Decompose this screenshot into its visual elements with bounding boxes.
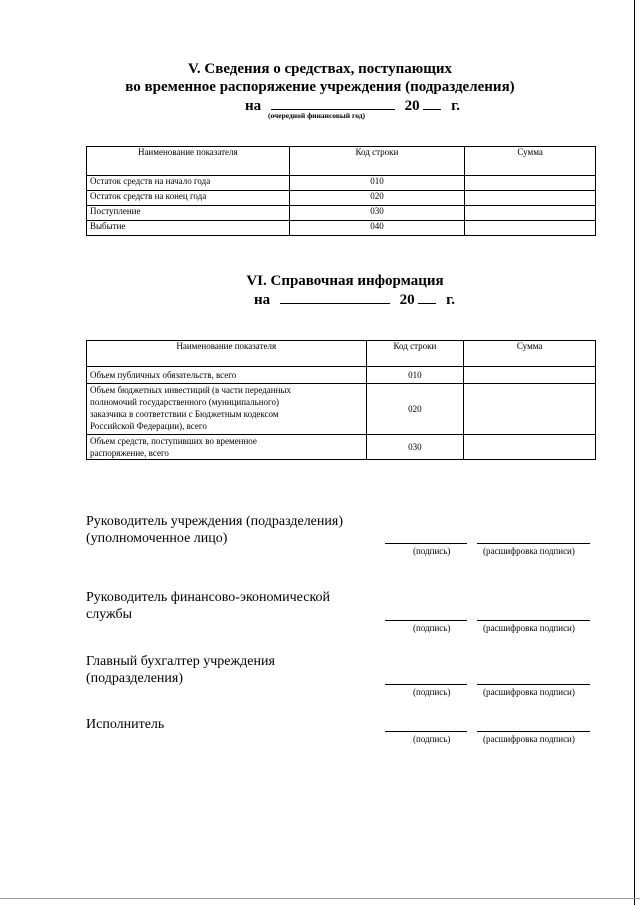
signature-decode-line[interactable] [477, 731, 590, 732]
section5-title-line2: во временное распоряжение учреждения (подразделения) [125, 79, 515, 95]
section5-header-sum: Сумма [465, 147, 596, 176]
table-row [87, 435, 596, 460]
row-name: Выбытие [87, 221, 290, 236]
table-row [87, 367, 596, 384]
signature-decode-line[interactable] [477, 543, 590, 544]
row-name: Остаток средств на начало года [87, 176, 290, 191]
signature-caption: (подпись) [413, 623, 451, 633]
table-row [87, 206, 596, 221]
section6-header-name: Наименование показателя [87, 341, 367, 367]
table-row [87, 191, 596, 206]
signature-line[interactable] [385, 543, 467, 544]
signature-caption: (подпись) [413, 687, 451, 697]
section5-table-header [87, 147, 596, 176]
signature-decode-caption: (расшифровка подписи) [483, 623, 575, 633]
row-code: 030 [289, 206, 465, 221]
section6-title: VI. Справочная информация [246, 273, 444, 289]
section6-year-blank[interactable] [418, 290, 436, 304]
row-code: 040 [289, 221, 465, 236]
section6-na: на [254, 292, 271, 308]
signature-title-line1: Исполнитель [86, 717, 165, 732]
section6-year-prefix: 20 [399, 292, 415, 308]
section5-title-line1: V. Сведения о средствах, поступающих [188, 61, 452, 77]
row-sum[interactable] [464, 384, 596, 435]
signature-decode-line[interactable] [477, 684, 590, 685]
signature-caption: (подпись) [413, 546, 451, 556]
section5-year-blank[interactable] [423, 96, 441, 110]
signature-decode-caption: (расшифровка подписи) [483, 687, 575, 697]
section6-table [86, 340, 596, 460]
signature-title-line1: Главный бухгалтер учреждения [86, 654, 275, 669]
section5-year-prefix: 20 [404, 98, 420, 114]
row-sum[interactable] [464, 435, 596, 460]
row-name: Остаток средств на конец года [87, 191, 290, 206]
row-code: 020 [366, 384, 464, 435]
row-sum[interactable] [465, 221, 596, 236]
row-name: Объем бюджетных инвестиций (в части переданных полномочий государственного (муниципального) заказчика в соответствии с Бюджетным кодексом Российской Федерации), всего [87, 384, 367, 435]
signature-decode-line[interactable] [477, 620, 590, 621]
row-sum[interactable] [465, 176, 596, 191]
row-code: 020 [289, 191, 465, 206]
section6-header-sum: Сумма [464, 341, 596, 367]
table-row [87, 384, 596, 435]
section6-table-header [87, 341, 596, 367]
row-code: 030 [366, 435, 464, 460]
section6-year-suffix: г. [446, 292, 456, 308]
section5-year-suffix: г. [451, 98, 461, 114]
signature-title-line2: службы [86, 607, 133, 622]
table-row [87, 176, 596, 191]
signature-line[interactable] [385, 620, 467, 621]
section5-na: на [245, 98, 262, 114]
section6-date-blank[interactable] [280, 290, 390, 304]
section5-table [86, 146, 596, 236]
signature-title-line2: (подразделения) [86, 671, 183, 686]
signature-decode-caption: (расшифровка подписи) [483, 546, 575, 556]
section5-header-code: Код строки [289, 147, 465, 176]
row-name: Поступление [87, 206, 290, 221]
signature-line[interactable] [385, 731, 467, 732]
row-sum[interactable] [465, 191, 596, 206]
signature-line[interactable] [385, 684, 467, 685]
signature-title-line2: (уполномоченное лицо) [86, 531, 228, 546]
section6-header-code: Код строки [366, 341, 464, 367]
signature-caption: (подпись) [413, 734, 451, 744]
signature-title-line1: Руководитель учреждения (подразделения) [86, 514, 343, 529]
row-name: Объем публичных обязательств, всего [87, 367, 367, 384]
row-code: 010 [366, 367, 464, 384]
section5-date-blank[interactable] [271, 96, 395, 110]
row-code: 010 [289, 176, 465, 191]
row-sum[interactable] [464, 367, 596, 384]
row-name: Объем средств, поступивших во временное распоряжение, всего [87, 435, 367, 460]
section5-header-name: Наименование показателя [87, 147, 290, 176]
row-sum[interactable] [465, 206, 596, 221]
signature-decode-caption: (расшифровка подписи) [483, 734, 575, 744]
page-edge-bottom [0, 898, 640, 899]
section6-date-line [254, 290, 455, 309]
signature-title-line1: Руководитель финансово-экономической [86, 590, 331, 605]
page-edge-right [634, 0, 635, 905]
section5-hint: (очередной финансовый год) [268, 111, 366, 120]
table-row [87, 221, 596, 236]
